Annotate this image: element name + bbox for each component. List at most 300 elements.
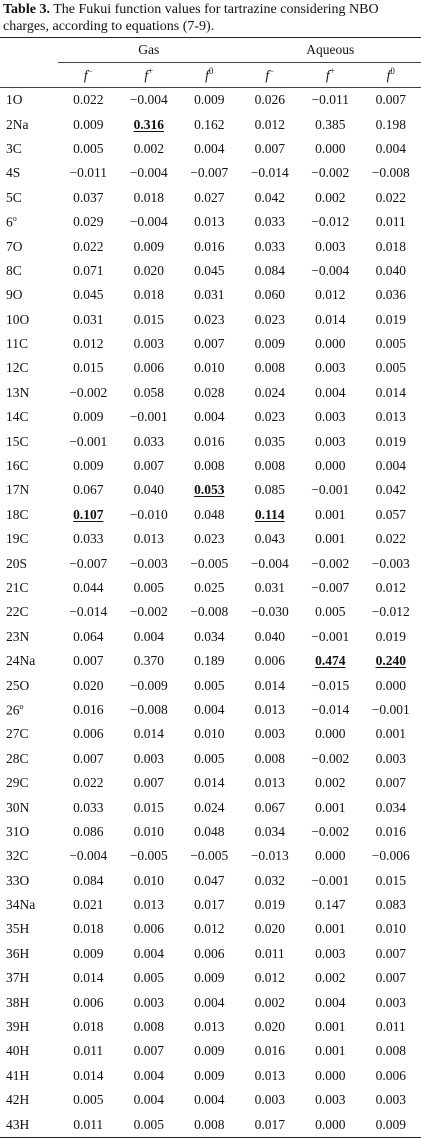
atom-label: [0, 990, 58, 1014]
value-cell: 0.033: [58, 795, 119, 819]
value-cell: 0.013: [119, 527, 180, 551]
value-cell: −0.004: [119, 161, 180, 185]
value-cell: 0.008: [361, 1039, 421, 1063]
table-row: [0, 942, 421, 966]
atom-name: 5C: [6, 190, 22, 205]
value-cell: −0.004: [240, 551, 301, 575]
atom-name: 18C: [6, 507, 29, 522]
value-cell: 0.009: [179, 88, 240, 113]
value-cell: 0.007: [361, 966, 421, 990]
atom-label: [0, 1088, 58, 1112]
value-cell: 0.019: [240, 893, 301, 917]
value-cell: 0.008: [240, 356, 301, 380]
atom-label: [0, 503, 58, 527]
atom-name: 8C: [6, 263, 22, 278]
subheader-base: f: [265, 68, 269, 83]
atom-label: [0, 381, 58, 405]
table-row: [0, 625, 421, 649]
table-caption: [0, 0, 421, 17]
value-cell: 0.071: [58, 259, 119, 283]
value-cell: 0.002: [300, 771, 361, 795]
subheader-1: [119, 63, 180, 88]
table-row: [0, 88, 421, 113]
atom-name: 39H: [6, 1019, 29, 1034]
value-cell: 0.003: [300, 405, 361, 429]
value-cell: 0.013: [179, 210, 240, 234]
value-cell: 0.009: [240, 332, 301, 356]
value-cell: −0.009: [119, 673, 180, 697]
table-row: [0, 1112, 421, 1137]
value-cell: 0.005: [119, 576, 180, 600]
value-cell: −0.014: [58, 600, 119, 624]
subheader-5: [361, 63, 421, 88]
value-cell: 0.019: [361, 625, 421, 649]
table-row: [0, 259, 421, 283]
value-cell: 0.011: [58, 1039, 119, 1063]
value-cell: −0.005: [179, 551, 240, 575]
atom-label: [0, 186, 58, 210]
atom-label: [0, 88, 58, 113]
value-cell: 0.023: [240, 405, 301, 429]
value-cell: 0.027: [179, 186, 240, 210]
atom-name: 29C: [6, 775, 29, 790]
atom-label: [0, 478, 58, 502]
subheader-sup: +: [148, 66, 153, 76]
atom-name: 28C: [6, 751, 29, 766]
value-cell: 0.008: [240, 454, 301, 478]
group-header-gas: Gas: [58, 38, 240, 63]
value-cell: 0.001: [300, 1015, 361, 1039]
value-cell: 0.000: [300, 722, 361, 746]
value-cell: −0.002: [300, 161, 361, 185]
value-cell: 0.045: [58, 283, 119, 307]
value-cell: −0.015: [300, 673, 361, 697]
table-row: [0, 551, 421, 575]
atom-label: [0, 917, 58, 941]
value-cell: 0.012: [58, 332, 119, 356]
value-cell: 0.009: [58, 454, 119, 478]
value-cell: 0.008: [119, 1015, 180, 1039]
value-cell: −0.004: [58, 844, 119, 868]
value-cell: 0.022: [58, 88, 119, 113]
table-body: [0, 88, 421, 1138]
caption-label: Table 3.: [3, 2, 50, 17]
value-cell: 0.018: [361, 234, 421, 258]
atom-label: [0, 869, 58, 893]
value-cell: 0.002: [240, 990, 301, 1014]
value-cell: 0.005: [361, 332, 421, 356]
atom-label: [0, 576, 58, 600]
value-cell: 0.018: [119, 186, 180, 210]
value-cell: 0.012: [361, 576, 421, 600]
value-cell: −0.030: [240, 600, 301, 624]
value-cell: 0.007: [119, 771, 180, 795]
atom-label: [0, 308, 58, 332]
value-cell: −0.002: [58, 381, 119, 405]
value-cell: 0.015: [58, 356, 119, 380]
value-cell: 0.011: [240, 942, 301, 966]
atom-label: [0, 429, 58, 453]
table-row: [0, 576, 421, 600]
atom-name: 16C: [6, 458, 29, 473]
value-cell: −0.008: [361, 161, 421, 185]
value-cell: −0.007: [58, 551, 119, 575]
value-cell: 0.014: [119, 722, 180, 746]
value-cell: 0.370: [119, 649, 180, 673]
value-cell: 0.009: [179, 966, 240, 990]
value-cell: 0.040: [119, 478, 180, 502]
value-cell: 0.015: [119, 308, 180, 332]
value-cell: −0.001: [58, 429, 119, 453]
atom-name: 35H: [6, 921, 29, 936]
subheader-row: [0, 63, 421, 88]
value-cell: 0.037: [58, 186, 119, 210]
atom-label: [0, 820, 58, 844]
table-row: [0, 1039, 421, 1063]
atom-name: 42H: [6, 1092, 29, 1107]
value-cell: −0.012: [300, 210, 361, 234]
value-cell: 0.005: [179, 747, 240, 771]
atom-name: 25O: [6, 678, 29, 693]
subheader-0: [58, 63, 119, 88]
table-row: [0, 966, 421, 990]
value-cell: −0.001: [119, 405, 180, 429]
value-cell: −0.002: [300, 747, 361, 771]
value-cell: 0.002: [300, 966, 361, 990]
atom-name: 34Na: [6, 897, 35, 912]
value-cell: −0.010: [119, 503, 180, 527]
atom-name: 4S: [6, 165, 20, 180]
value-cell: 0.004: [300, 381, 361, 405]
atom-name: 17N: [6, 482, 29, 497]
value-cell: 0.007: [119, 454, 180, 478]
atom-label: [0, 1064, 58, 1088]
value-cell: 0.023: [179, 527, 240, 551]
table-row: [0, 332, 421, 356]
atom-name: 11C: [6, 336, 28, 351]
value-cell: 0.316: [119, 112, 180, 136]
value-cell: 0.006: [58, 722, 119, 746]
value-cell: 0.000: [300, 844, 361, 868]
atom-name: 30N: [6, 800, 29, 815]
value-cell: 0.009: [361, 1112, 421, 1137]
subheader-base: f: [387, 68, 391, 83]
value-cell: 0.007: [58, 747, 119, 771]
atom-label: [0, 673, 58, 697]
value-cell: 0.189: [179, 649, 240, 673]
value-cell: 0.018: [58, 917, 119, 941]
value-cell: 0.198: [361, 112, 421, 136]
value-cell: 0.004: [300, 990, 361, 1014]
value-cell: 0.016: [361, 820, 421, 844]
atom-label: [0, 625, 58, 649]
value-cell: 0.008: [240, 747, 301, 771]
fukui-table: [0, 37, 421, 1138]
value-cell: 0.024: [179, 795, 240, 819]
value-cell: 0.005: [58, 1088, 119, 1112]
value-cell: −0.005: [119, 844, 180, 868]
atom-name: 9O: [6, 287, 23, 302]
value-cell: 0.018: [119, 283, 180, 307]
value-cell: 0.008: [179, 454, 240, 478]
value-cell: 0.114: [240, 503, 301, 527]
value-cell: 0.014: [58, 966, 119, 990]
subheader-sup: 0: [209, 66, 214, 76]
value-cell: 0.020: [119, 259, 180, 283]
value-cell: 0.017: [240, 1112, 301, 1137]
table-row: [0, 356, 421, 380]
table-row: [0, 454, 421, 478]
value-cell: −0.004: [119, 210, 180, 234]
value-cell: 0.048: [179, 820, 240, 844]
value-cell: −0.006: [361, 844, 421, 868]
value-cell: −0.001: [361, 698, 421, 722]
table-row: [0, 698, 421, 722]
value-cell: 0.022: [58, 771, 119, 795]
atom-label: [0, 210, 58, 234]
atom-label: [0, 234, 58, 258]
atom-label: [0, 722, 58, 746]
atom-superscript: o: [20, 702, 24, 711]
value-cell: 0.034: [361, 795, 421, 819]
atom-name: 38H: [6, 995, 29, 1010]
atom-name: 40H: [6, 1043, 29, 1058]
value-cell: 0.010: [179, 722, 240, 746]
value-cell: 0.083: [361, 893, 421, 917]
value-cell: 0.010: [361, 917, 421, 941]
value-cell: 0.043: [240, 527, 301, 551]
value-cell: 0.022: [361, 186, 421, 210]
table-row: [0, 503, 421, 527]
value-cell: 0.012: [179, 917, 240, 941]
atom-name: 27C: [6, 726, 29, 741]
value-cell: 0.006: [361, 1064, 421, 1088]
value-cell: 0.015: [119, 795, 180, 819]
atom-name: 32C: [6, 848, 29, 863]
value-cell: −0.011: [58, 161, 119, 185]
atom-label: [0, 551, 58, 575]
value-cell: 0.001: [300, 503, 361, 527]
atom-name: 33O: [6, 873, 29, 888]
value-cell: 0.003: [361, 747, 421, 771]
value-cell: 0.009: [58, 405, 119, 429]
atom-label: [0, 137, 58, 161]
atom-label: [0, 600, 58, 624]
value-cell: 0.012: [240, 112, 301, 136]
value-cell: 0.067: [58, 478, 119, 502]
value-cell: 0.033: [58, 527, 119, 551]
table-row: [0, 308, 421, 332]
value-cell: 0.007: [119, 1039, 180, 1063]
atom-label: [0, 454, 58, 478]
value-cell: 0.014: [361, 381, 421, 405]
value-cell: 0.014: [240, 673, 301, 697]
value-cell: 0.013: [361, 405, 421, 429]
atom-label: [0, 112, 58, 136]
atom-label: [0, 527, 58, 551]
value-cell: −0.011: [300, 88, 361, 113]
corner-cell: [0, 38, 58, 63]
value-cell: 0.000: [300, 454, 361, 478]
value-cell: 0.000: [300, 1064, 361, 1088]
value-cell: 0.044: [58, 576, 119, 600]
value-cell: 0.033: [240, 210, 301, 234]
atom-name: 2Na: [6, 117, 29, 132]
value-cell: 0.034: [179, 625, 240, 649]
value-cell: 0.005: [119, 966, 180, 990]
value-cell: 0.020: [240, 917, 301, 941]
value-cell: 0.035: [240, 429, 301, 453]
value-cell: −0.014: [240, 161, 301, 185]
value-cell: 0.018: [58, 1015, 119, 1039]
value-cell: 0.006: [240, 649, 301, 673]
value-cell: 0.004: [179, 698, 240, 722]
value-cell: 0.003: [300, 942, 361, 966]
value-cell: 0.008: [179, 1112, 240, 1137]
table-row: [0, 137, 421, 161]
value-cell: 0.003: [119, 747, 180, 771]
value-cell: 0.058: [119, 381, 180, 405]
table-row: [0, 747, 421, 771]
value-cell: 0.015: [361, 869, 421, 893]
table-row: [0, 210, 421, 234]
value-cell: 0.000: [300, 1112, 361, 1137]
atom-label: [0, 795, 58, 819]
atom-label: [0, 1112, 58, 1137]
atom-label: [0, 283, 58, 307]
atom-name: 13N: [6, 385, 29, 400]
value-cell: 0.009: [119, 234, 180, 258]
value-cell: 0.009: [58, 112, 119, 136]
value-cell: 0.007: [361, 88, 421, 113]
table-row: [0, 161, 421, 185]
value-cell: −0.001: [300, 625, 361, 649]
value-cell: 0.003: [300, 356, 361, 380]
value-cell: 0.024: [240, 381, 301, 405]
value-cell: 0.004: [179, 1088, 240, 1112]
value-cell: 0.010: [179, 356, 240, 380]
value-cell: 0.064: [58, 625, 119, 649]
value-cell: −0.001: [300, 869, 361, 893]
value-cell: 0.003: [300, 1088, 361, 1112]
value-cell: 0.011: [361, 1015, 421, 1039]
atom-name: 37H: [6, 970, 29, 985]
value-cell: 0.042: [240, 186, 301, 210]
atom-label: [0, 698, 58, 722]
subheader-empty: [0, 63, 58, 88]
value-cell: 0.001: [300, 795, 361, 819]
subheader-sup: 0: [390, 66, 395, 76]
value-cell: −0.004: [119, 88, 180, 113]
subheader-base: f: [326, 68, 330, 83]
value-cell: 0.013: [240, 698, 301, 722]
value-cell: 0.016: [240, 1039, 301, 1063]
value-cell: 0.001: [300, 917, 361, 941]
value-cell: −0.007: [300, 576, 361, 600]
table-row: [0, 990, 421, 1014]
value-cell: 0.004: [119, 1088, 180, 1112]
value-cell: 0.014: [300, 308, 361, 332]
atom-label: [0, 405, 58, 429]
value-cell: 0.004: [119, 942, 180, 966]
value-cell: 0.003: [361, 1088, 421, 1112]
atom-name: 36H: [6, 946, 29, 961]
value-cell: 0.007: [361, 771, 421, 795]
value-cell: 0.007: [240, 137, 301, 161]
atom-label: [0, 771, 58, 795]
table-row: [0, 844, 421, 868]
table-row: [0, 649, 421, 673]
table-row: [0, 405, 421, 429]
value-cell: 0.045: [179, 259, 240, 283]
table-row: [0, 381, 421, 405]
subheader-2: [179, 63, 240, 88]
atom-superscript: o: [13, 214, 17, 223]
atom-name: 23N: [6, 629, 29, 644]
subheader-4: [300, 63, 361, 88]
value-cell: 0.011: [361, 210, 421, 234]
caption-text-line1: The Fukui function values for tartrazine considering NBO: [50, 2, 379, 17]
value-cell: 0.010: [119, 869, 180, 893]
value-cell: −0.003: [119, 551, 180, 575]
value-cell: 0.086: [58, 820, 119, 844]
table-row: [0, 917, 421, 941]
value-cell: 0.053: [179, 478, 240, 502]
value-cell: 0.022: [58, 234, 119, 258]
atom-name: 15C: [6, 434, 29, 449]
table-row: [0, 283, 421, 307]
atom-name: 3C: [6, 141, 22, 156]
value-cell: −0.002: [300, 820, 361, 844]
atom-name: 26: [6, 702, 20, 717]
atom-label: [0, 747, 58, 771]
value-cell: −0.001: [300, 478, 361, 502]
value-cell: 0.147: [300, 893, 361, 917]
value-cell: 0.031: [58, 308, 119, 332]
value-cell: 0.000: [361, 673, 421, 697]
table-row: [0, 722, 421, 746]
value-cell: 0.060: [240, 283, 301, 307]
value-cell: 0.040: [240, 625, 301, 649]
subheader-base: f: [84, 68, 88, 83]
table-row: [0, 186, 421, 210]
table-row: [0, 673, 421, 697]
table-row: [0, 820, 421, 844]
atom-name: 31O: [6, 824, 29, 839]
value-cell: 0.048: [179, 503, 240, 527]
value-cell: 0.002: [119, 137, 180, 161]
value-cell: 0.029: [58, 210, 119, 234]
value-cell: 0.004: [361, 137, 421, 161]
group-header-row: [0, 38, 421, 63]
value-cell: 0.031: [179, 283, 240, 307]
atom-name: 7O: [6, 239, 23, 254]
table-row: [0, 112, 421, 136]
value-cell: 0.004: [179, 405, 240, 429]
value-cell: 0.016: [179, 234, 240, 258]
value-cell: 0.000: [300, 137, 361, 161]
value-cell: 0.084: [58, 869, 119, 893]
value-cell: 0.003: [119, 332, 180, 356]
subheader-sup: −: [269, 66, 274, 76]
value-cell: 0.013: [119, 893, 180, 917]
value-cell: 0.047: [179, 869, 240, 893]
value-cell: 0.033: [240, 234, 301, 258]
table-row: [0, 527, 421, 551]
table-row: [0, 869, 421, 893]
subheader-sup: −: [88, 66, 93, 76]
value-cell: 0.007: [179, 332, 240, 356]
